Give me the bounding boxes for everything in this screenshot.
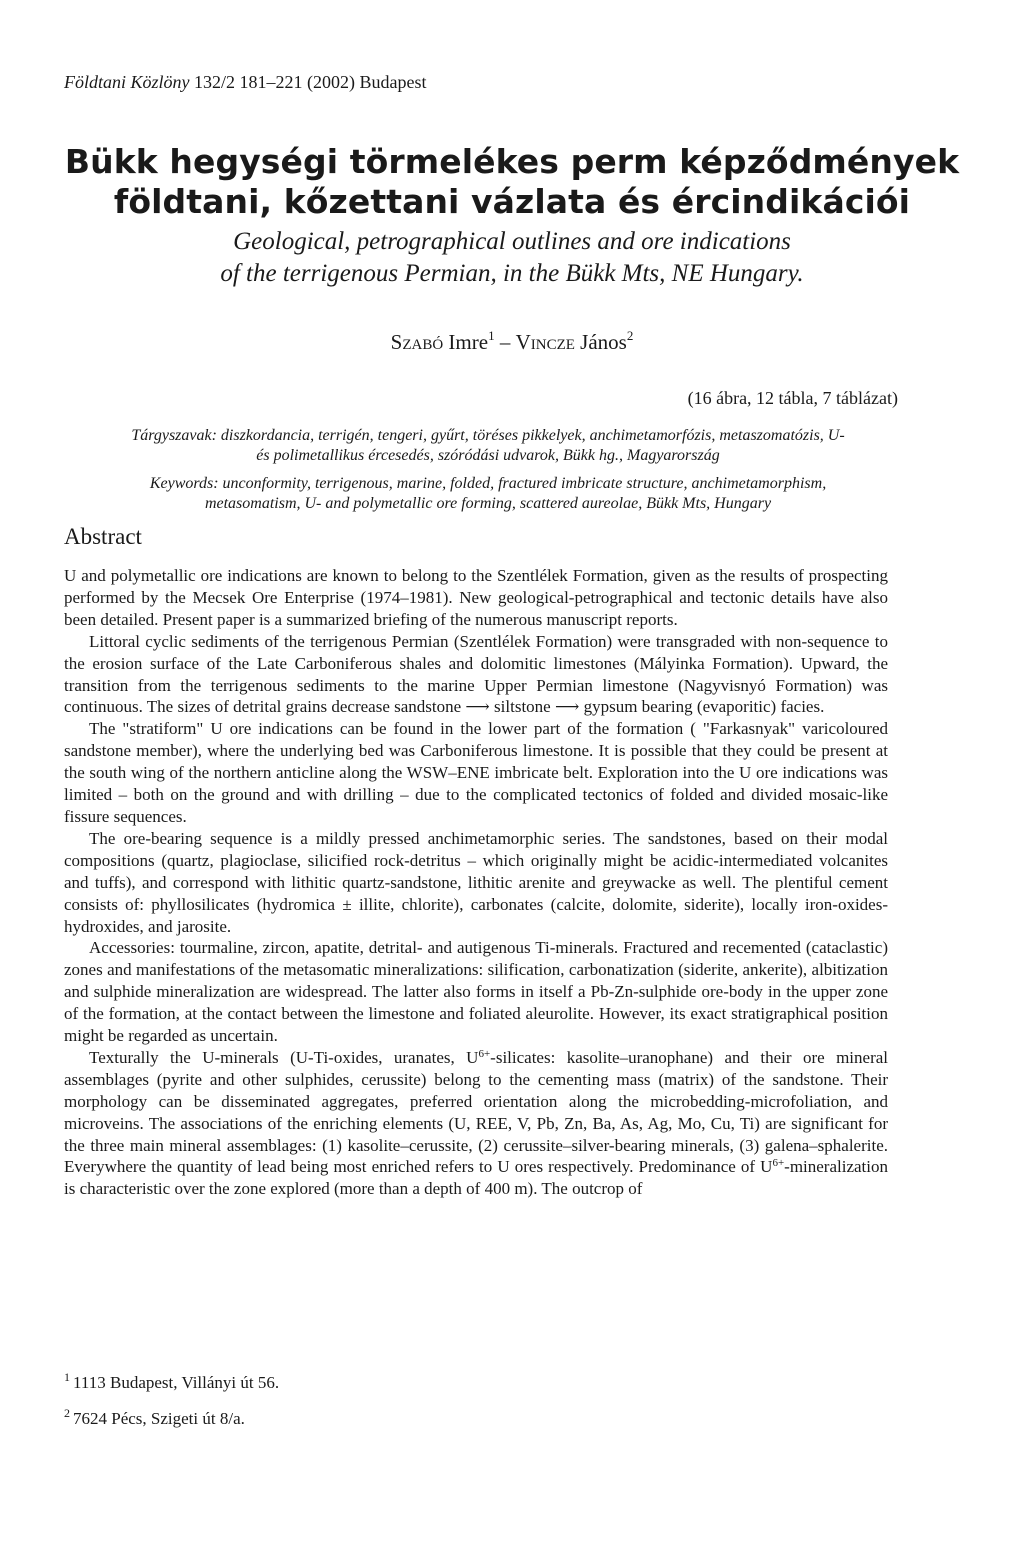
author-1-affiliation-mark: 1 bbox=[488, 328, 495, 343]
footnote-1 bbox=[64, 1372, 279, 1393]
footnote-2 bbox=[64, 1408, 279, 1429]
author-1-given: Imre bbox=[443, 330, 489, 354]
keywords-en-line-2: metasomatism, U- and polymetallic ore forming, scattered aureolae, Bükk Mts, Hungary bbox=[204, 495, 772, 512]
keywords-en-line-1: Keywords: unconformity, terrigenous, marine, folded, fractured imbricate structure, anchimetamorphism, bbox=[149, 475, 827, 492]
title-hu-line-2: földtani, kőzettani vázlata és ércindikációi bbox=[113, 182, 911, 221]
footnote-2-text: 7624 Pécs, Szigeti út 8/a. bbox=[73, 1409, 245, 1428]
title-hungarian bbox=[60, 142, 964, 222]
superscript-6-plus: 6+ bbox=[772, 1157, 785, 1170]
footnote-1-text: 1113 Budapest, Villányi út 56. bbox=[73, 1373, 280, 1392]
paragraph-6-part-c: -mineralization is characteristic over the zone explored (more than a depth of 400 m). The outcrop of bbox=[64, 1157, 888, 1199]
superscript-6-plus: 6+ bbox=[478, 1047, 491, 1060]
author-separator: – bbox=[494, 330, 516, 354]
paragraph-6-part-b: -silicates: kasolite–uranophane) and their ore mineral assemblages (pyrite and other sulphides, cerussite) belong to the cementing mass (matrix) of the sandstone. Their morphology can be disseminated aggregates, preferred orientation along the microbedding-microfoliation, and microveins. The associations of the enriching elements (U, REE, V, Pb, Zn, Ba, As, Ag, Mo, Cu, Ti) are significant for the three main mineral assemblages: (1) kasolite–cerussite, (2) cerussite–silver-bearing minerals, (3) galena–sphalerite. Everywhere the quantity of lead being most enriched refers to U ores respectively. Predominance of U bbox=[64, 1047, 888, 1177]
abstract-paragraph-6 bbox=[64, 1047, 888, 1200]
journal-citation bbox=[64, 72, 426, 93]
journal-volume-pages: 132/2 181–221 (2002) Budapest bbox=[189, 72, 427, 92]
keywords-hungarian bbox=[64, 426, 912, 466]
abstract-paragraph-5: Accessories: tourmaline, zircon, apatite, detrital- and autigenous Ti-minerals. Fractured and recemented (cataclastic) zones and manifestations of the metasomatic mineralizations: silification, carbonatization (siderite, ankerite), albitization and sulphide mineralization are widespread. The latter also forms in itself a Pb-Zn-sulphide ore-body in the upper zone of the formation, at the contact between the limestone and foliated aleurolite. However, its exact stratigraphical position might be regarded as uncertain. bbox=[64, 938, 888, 1046]
footnote-1-mark: 1 bbox=[64, 1370, 70, 1384]
title-english bbox=[60, 226, 964, 290]
abstract-body bbox=[64, 565, 888, 1200]
author-2-affiliation-mark: 2 bbox=[626, 328, 634, 343]
keywords-english bbox=[64, 474, 912, 514]
abstract-paragraph-2: Littoral cyclic sediments of the terrigenous Permian (Szentlélek Formation) were transgraded with non-sequence to the erosion surface of the Late Carboniferous shales and dolomitic limestones (Mályinka Formation). Upward, the transition from the terrigenous sediments to the marine Upper Permian limestone (Nagyvisnyó Formation) was continuous. The sizes of detrital grains decrease sandstone ⟶ siltstone ⟶ gypsum bearing (evaporitic) facies. bbox=[64, 631, 888, 717]
keywords-hu-line-2: és polimetallikus ércesedés, szóródási udvarok, Bükk hg., Magyarország bbox=[256, 447, 720, 464]
abstract-paragraph-1: U and polymetallic ore indications are known to belong to the Szentlélek Formation, given as the results of prospecting performed by the Mecsek Ore Enterprise (1974–1981). New geological-petrographical and tectonic details have also been detailed. Present paper is a summarized briefing of the numerous manuscript reports. bbox=[64, 566, 888, 629]
abstract-heading: Abstract bbox=[64, 524, 142, 549]
author-2-surname: Vincze bbox=[515, 330, 575, 354]
author-1-surname: Szabó bbox=[390, 330, 444, 354]
journal-name: Földtani Közlöny bbox=[64, 72, 190, 92]
keywords-hu-line-1: Tárgyszavak: diszkordancia, terrigén, tengeri, gyűrt, töréses pikkelyek, anchimetamorfózis, metaszomatózis, U- bbox=[131, 427, 845, 444]
title-en-line-2: of the terrigenous Permian, in the Bükk Mts, NE Hungary. bbox=[220, 260, 804, 287]
title-hu-line-1: Bükk hegységi törmelékes perm képződmények bbox=[64, 142, 960, 181]
authors bbox=[60, 330, 964, 355]
abstract-paragraph-4: The ore-bearing sequence is a mildly pressed anchimetamorphic series. The sandstones, based on their modal compositions (quartz, plagioclase, silicified rock-detritus – which originally might be acidic-intermediated volcanites and tuffs), and correspond with lithitic quartz-sandstone, lithitic arenite and greywacke as well. The plentiful cement consists of: phyllosilicates (hydromica ± illite, chlorite), carbonates (calcite, dolomite, siderite), locally iron-oxides-hydroxides, and jarosite. bbox=[64, 828, 888, 936]
footnotes bbox=[64, 1372, 279, 1444]
footnote-2-mark: 2 bbox=[64, 1406, 70, 1420]
abstract-paragraph-3: The "stratiform" U ore indications can be found in the lower part of the formation ( "Farkasnyak" varicoloured sandstone member), where the underlying bed was Carboniferous limestone. It is possible that they could be present at the south wing of the northern anticline along the WSW–ENE imbricate belt. Exploration into the U ore indications was limited – both on the ground and with drilling – due to the complicated tectonics of folded and divided mosaic-like fissure sequences. bbox=[64, 719, 888, 826]
title-en-line-1: Geological, petrographical outlines and ore indications bbox=[233, 228, 791, 255]
paragraph-6-part-a: Texturally the U-minerals (U-Ti-oxides, uranates, U bbox=[89, 1047, 479, 1067]
author-2-given: János bbox=[574, 330, 627, 354]
figure-table-counts: (16 ábra, 12 tábla, 7 táblázat) bbox=[687, 388, 898, 408]
